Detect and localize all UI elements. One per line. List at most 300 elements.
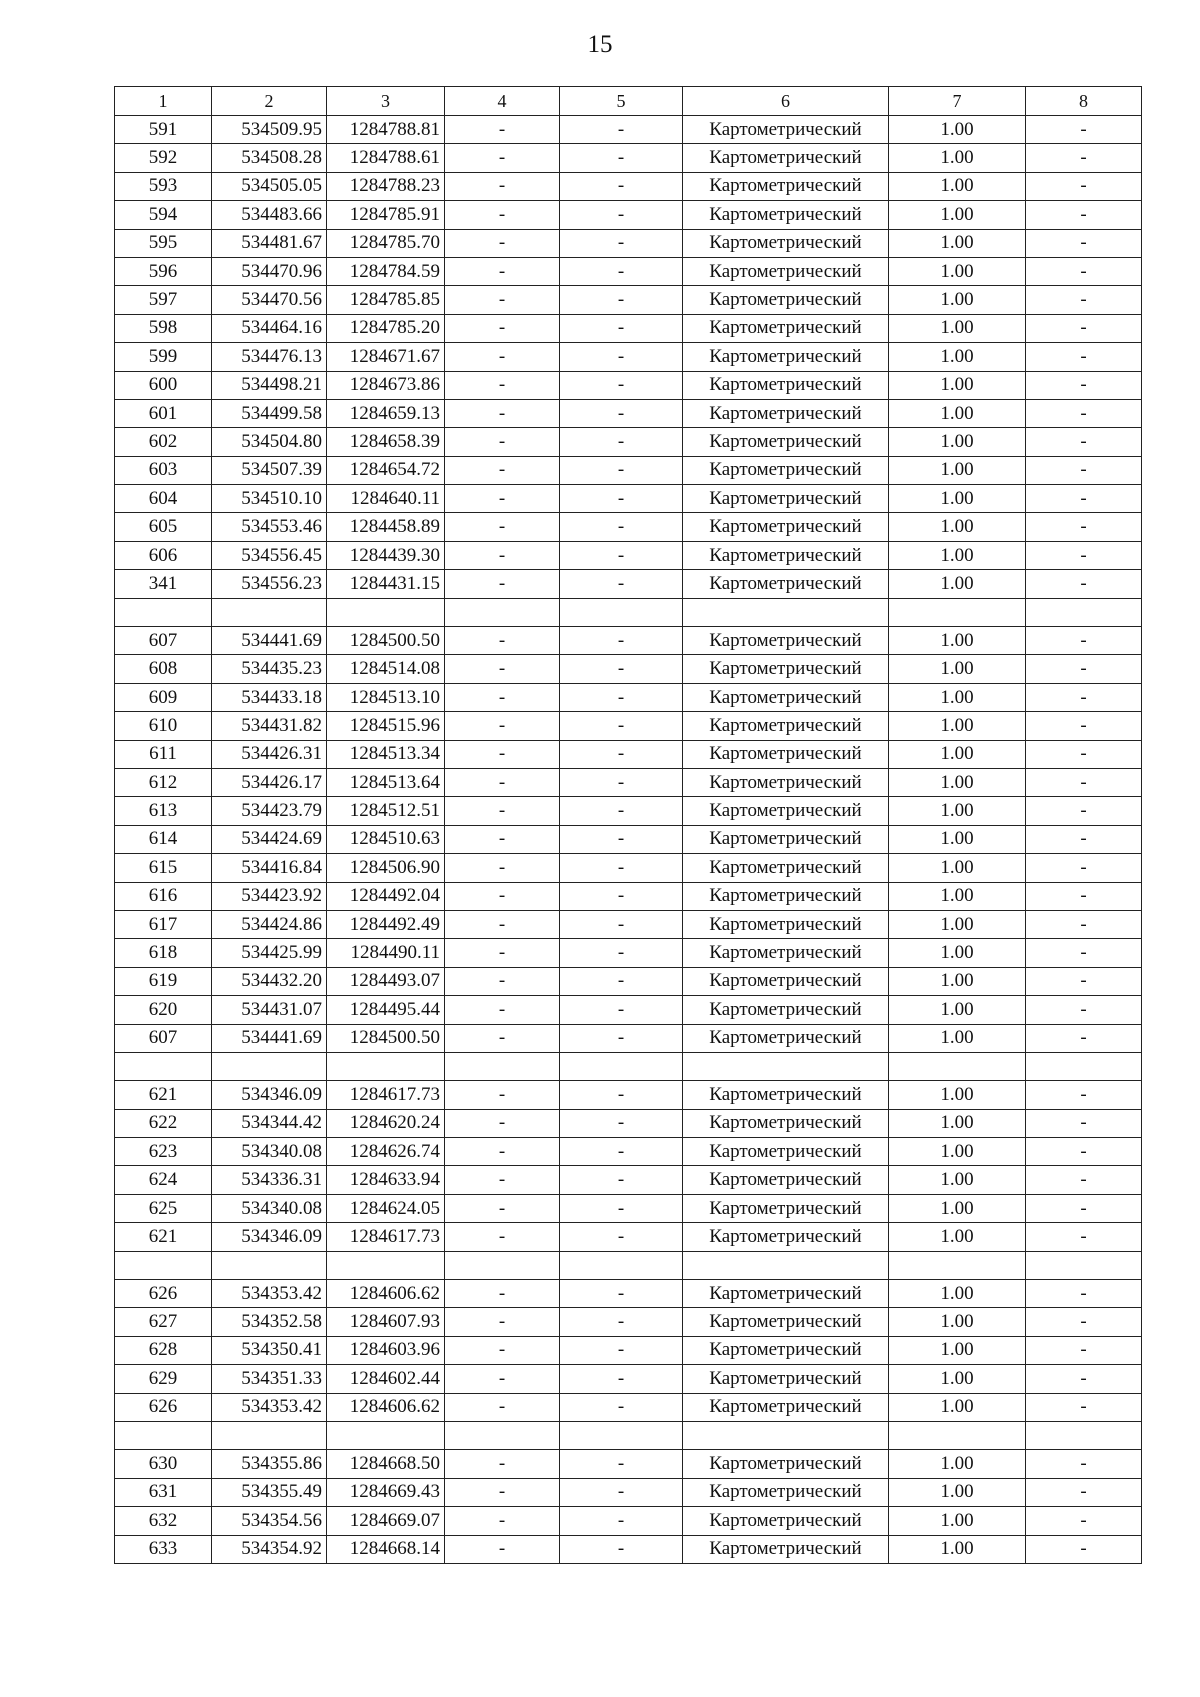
method-cell: Картометрический [683, 570, 889, 598]
point-number-cell: 622 [115, 1109, 212, 1137]
col-4-cell [445, 1421, 560, 1449]
method-cell: Картометрический [683, 1393, 889, 1421]
table-row [115, 1308, 1142, 1336]
method-cell: Картометрический [683, 1194, 889, 1222]
x-coordinate-cell: 534355.86 [212, 1450, 327, 1478]
point-number-cell: 593 [115, 172, 212, 200]
x-coordinate-cell [212, 1052, 327, 1080]
table-row [115, 570, 1142, 598]
table-row [115, 655, 1142, 683]
point-number-cell: 631 [115, 1478, 212, 1506]
point-number-cell: 600 [115, 371, 212, 399]
point-number-cell: 618 [115, 939, 212, 967]
point-number-cell: 605 [115, 513, 212, 541]
method-cell: Картометрический [683, 144, 889, 172]
point-number-cell: 611 [115, 740, 212, 768]
col-5-cell: - [560, 1450, 683, 1478]
x-coordinate-cell: 534476.13 [212, 343, 327, 371]
y-coordinate-cell: 1284624.05 [327, 1194, 445, 1222]
col-5-cell: - [560, 627, 683, 655]
col-8-cell: - [1026, 1280, 1142, 1308]
col-8-cell: - [1026, 1393, 1142, 1421]
method-cell: Картометрический [683, 1478, 889, 1506]
col-4-cell: - [445, 1138, 560, 1166]
col-4-cell: - [445, 399, 560, 427]
col-4-cell: - [445, 1081, 560, 1109]
table-row [115, 939, 1142, 967]
point-number-cell: 607 [115, 627, 212, 655]
y-coordinate-cell: 1284495.44 [327, 996, 445, 1024]
x-coordinate-cell: 534353.42 [212, 1280, 327, 1308]
method-cell: Картометрический [683, 1138, 889, 1166]
accuracy-cell [889, 1421, 1026, 1449]
point-number-cell: 599 [115, 343, 212, 371]
y-coordinate-cell: 1284603.96 [327, 1336, 445, 1364]
table-row [115, 1365, 1142, 1393]
col-5-cell [560, 1052, 683, 1080]
table-row [115, 1109, 1142, 1137]
x-coordinate-cell: 534431.82 [212, 712, 327, 740]
col-8-cell: - [1026, 513, 1142, 541]
table-row [115, 683, 1142, 711]
separator-row [115, 1251, 1142, 1279]
accuracy-cell: 1.00 [889, 1223, 1026, 1251]
method-cell: Картометрический [683, 797, 889, 825]
method-cell: Картометрический [683, 627, 889, 655]
y-coordinate-cell: 1284500.50 [327, 627, 445, 655]
col-5-cell: - [560, 967, 683, 995]
col-5-cell: - [560, 683, 683, 711]
y-coordinate-cell: 1284785.91 [327, 201, 445, 229]
y-coordinate-cell: 1284513.10 [327, 683, 445, 711]
method-cell: Картометрический [683, 286, 889, 314]
method-cell: Картометрический [683, 1109, 889, 1137]
table-row [115, 485, 1142, 513]
table-row [115, 399, 1142, 427]
method-cell: Картометрический [683, 229, 889, 257]
col-4-cell: - [445, 1450, 560, 1478]
col-4-cell: - [445, 1024, 560, 1052]
point-number-cell: 623 [115, 1138, 212, 1166]
col-4-cell: - [445, 144, 560, 172]
point-number-cell: 616 [115, 882, 212, 910]
col-4-cell: - [445, 1365, 560, 1393]
col-8-cell: - [1026, 939, 1142, 967]
col-4-cell: - [445, 797, 560, 825]
x-coordinate-cell: 534351.33 [212, 1365, 327, 1393]
x-coordinate-cell: 534340.08 [212, 1138, 327, 1166]
column-header-4: 4 [445, 87, 560, 116]
method-cell: Картометрический [683, 116, 889, 144]
col-5-cell: - [560, 1194, 683, 1222]
method-cell: Картометрический [683, 428, 889, 456]
table-row [115, 1535, 1142, 1563]
accuracy-cell: 1.00 [889, 513, 1026, 541]
col-8-cell: - [1026, 399, 1142, 427]
method-cell: Картометрический [683, 655, 889, 683]
accuracy-cell: 1.00 [889, 1393, 1026, 1421]
col-8-cell: - [1026, 627, 1142, 655]
method-cell: Картометрический [683, 939, 889, 967]
method-cell: Картометрический [683, 768, 889, 796]
accuracy-cell: 1.00 [889, 428, 1026, 456]
col-4-cell: - [445, 683, 560, 711]
accuracy-cell: 1.00 [889, 314, 1026, 342]
point-number-cell: 606 [115, 541, 212, 569]
x-coordinate-cell: 534510.10 [212, 485, 327, 513]
point-number-cell: 596 [115, 257, 212, 285]
col-5-cell: - [560, 939, 683, 967]
coordinates-table [114, 86, 1142, 1564]
col-4-cell: - [445, 116, 560, 144]
col-8-cell: - [1026, 712, 1142, 740]
y-coordinate-cell: 1284500.50 [327, 1024, 445, 1052]
col-4-cell: - [445, 456, 560, 484]
col-4-cell: - [445, 541, 560, 569]
y-coordinate-cell: 1284492.49 [327, 910, 445, 938]
accuracy-cell: 1.00 [889, 1194, 1026, 1222]
col-8-cell: - [1026, 257, 1142, 285]
x-coordinate-cell [212, 598, 327, 626]
col-4-cell: - [445, 1194, 560, 1222]
col-4-cell: - [445, 1393, 560, 1421]
col-8-cell: - [1026, 570, 1142, 598]
col-8-cell: - [1026, 1336, 1142, 1364]
col-4-cell: - [445, 1109, 560, 1137]
col-5-cell: - [560, 541, 683, 569]
accuracy-cell: 1.00 [889, 371, 1026, 399]
col-8-cell: - [1026, 768, 1142, 796]
table-row [115, 286, 1142, 314]
y-coordinate-cell: 1284490.11 [327, 939, 445, 967]
table-row [115, 314, 1142, 342]
y-coordinate-cell: 1284510.63 [327, 825, 445, 853]
point-number-cell [115, 598, 212, 626]
table-row [115, 882, 1142, 910]
col-5-cell: - [560, 1336, 683, 1364]
x-coordinate-cell: 534504.80 [212, 428, 327, 456]
col-4-cell: - [445, 939, 560, 967]
y-coordinate-cell: 1284788.23 [327, 172, 445, 200]
col-5-cell: - [560, 144, 683, 172]
col-8-cell: - [1026, 854, 1142, 882]
accuracy-cell: 1.00 [889, 1336, 1026, 1364]
separator-row [115, 1421, 1142, 1449]
method-cell: Картометрический [683, 314, 889, 342]
col-5-cell: - [560, 1138, 683, 1166]
accuracy-cell: 1.00 [889, 257, 1026, 285]
table-row [115, 1336, 1142, 1364]
column-header-2: 2 [212, 87, 327, 116]
y-coordinate-cell: 1284606.62 [327, 1393, 445, 1421]
y-coordinate-cell: 1284640.11 [327, 485, 445, 513]
accuracy-cell: 1.00 [889, 768, 1026, 796]
point-number-cell: 341 [115, 570, 212, 598]
point-number-cell: 608 [115, 655, 212, 683]
accuracy-cell: 1.00 [889, 116, 1026, 144]
col-4-cell: - [445, 996, 560, 1024]
x-coordinate-cell: 534432.20 [212, 967, 327, 995]
col-8-cell: - [1026, 541, 1142, 569]
point-number-cell: 595 [115, 229, 212, 257]
method-cell: Картометрический [683, 1365, 889, 1393]
col-5-cell: - [560, 1393, 683, 1421]
y-coordinate-cell: 1284668.14 [327, 1535, 445, 1563]
y-coordinate-cell: 1284668.50 [327, 1450, 445, 1478]
y-coordinate-cell: 1284439.30 [327, 541, 445, 569]
accuracy-cell [889, 1251, 1026, 1279]
col-4-cell [445, 598, 560, 626]
method-cell: Картометрический [683, 1081, 889, 1109]
col-4-cell: - [445, 343, 560, 371]
col-5-cell: - [560, 229, 683, 257]
accuracy-cell: 1.00 [889, 286, 1026, 314]
x-coordinate-cell: 534350.41 [212, 1336, 327, 1364]
point-number-cell: 592 [115, 144, 212, 172]
col-5-cell: - [560, 1166, 683, 1194]
col-5-cell [560, 598, 683, 626]
table-row [115, 967, 1142, 995]
point-number-cell: 610 [115, 712, 212, 740]
method-cell: Картометрический [683, 456, 889, 484]
table-row [115, 1450, 1142, 1478]
point-number-cell: 598 [115, 314, 212, 342]
point-number-cell: 613 [115, 797, 212, 825]
col-8-cell: - [1026, 1450, 1142, 1478]
table-row [115, 428, 1142, 456]
col-4-cell: - [445, 371, 560, 399]
col-4-cell: - [445, 910, 560, 938]
col-4-cell: - [445, 1507, 560, 1535]
accuracy-cell: 1.00 [889, 1024, 1026, 1052]
point-number-cell: 632 [115, 1507, 212, 1535]
column-header-5: 5 [560, 87, 683, 116]
col-4-cell: - [445, 740, 560, 768]
x-coordinate-cell: 534433.18 [212, 683, 327, 711]
accuracy-cell: 1.00 [889, 825, 1026, 853]
y-coordinate-cell: 1284785.20 [327, 314, 445, 342]
y-coordinate-cell [327, 598, 445, 626]
col-5-cell: - [560, 797, 683, 825]
table-row [115, 627, 1142, 655]
col-4-cell: - [445, 428, 560, 456]
x-coordinate-cell: 534353.42 [212, 1393, 327, 1421]
table-row [115, 996, 1142, 1024]
col-8-cell: - [1026, 655, 1142, 683]
point-number-cell: 591 [115, 116, 212, 144]
point-number-cell [115, 1421, 212, 1449]
col-4-cell: - [445, 314, 560, 342]
accuracy-cell: 1.00 [889, 1166, 1026, 1194]
y-coordinate-cell: 1284669.07 [327, 1507, 445, 1535]
col-8-cell: - [1026, 116, 1142, 144]
y-coordinate-cell [327, 1421, 445, 1449]
col-5-cell: - [560, 570, 683, 598]
y-coordinate-cell: 1284606.62 [327, 1280, 445, 1308]
accuracy-cell: 1.00 [889, 1507, 1026, 1535]
col-5-cell: - [560, 257, 683, 285]
col-5-cell: - [560, 854, 683, 882]
accuracy-cell: 1.00 [889, 201, 1026, 229]
point-number-cell: 625 [115, 1194, 212, 1222]
x-coordinate-cell: 534425.99 [212, 939, 327, 967]
y-coordinate-cell: 1284626.74 [327, 1138, 445, 1166]
table-row [115, 144, 1142, 172]
col-5-cell: - [560, 655, 683, 683]
method-cell: Картометрический [683, 740, 889, 768]
col-8-cell: - [1026, 485, 1142, 513]
method-cell: Картометрический [683, 1535, 889, 1563]
col-4-cell: - [445, 1280, 560, 1308]
accuracy-cell: 1.00 [889, 541, 1026, 569]
method-cell: Картометрический [683, 1308, 889, 1336]
col-5-cell [560, 1251, 683, 1279]
method-cell: Картометрический [683, 201, 889, 229]
x-coordinate-cell: 534556.45 [212, 541, 327, 569]
table-row [115, 1478, 1142, 1506]
table-row [115, 116, 1142, 144]
col-8-cell: - [1026, 456, 1142, 484]
col-5-cell: - [560, 1507, 683, 1535]
col-5-cell [560, 1421, 683, 1449]
method-cell: Картометрический [683, 712, 889, 740]
col-8-cell: - [1026, 797, 1142, 825]
table-row [115, 768, 1142, 796]
y-coordinate-cell: 1284513.64 [327, 768, 445, 796]
col-5-cell: - [560, 740, 683, 768]
table-row [115, 1223, 1142, 1251]
y-coordinate-cell: 1284633.94 [327, 1166, 445, 1194]
col-4-cell: - [445, 1478, 560, 1506]
x-coordinate-cell: 534346.09 [212, 1081, 327, 1109]
table-row [115, 172, 1142, 200]
method-cell: Картометрический [683, 996, 889, 1024]
col-8-cell: - [1026, 882, 1142, 910]
method-cell: Картометрический [683, 513, 889, 541]
table-row [115, 1280, 1142, 1308]
col-5-cell: - [560, 768, 683, 796]
col-5-cell: - [560, 314, 683, 342]
x-coordinate-cell: 534423.79 [212, 797, 327, 825]
col-8-cell: - [1026, 144, 1142, 172]
y-coordinate-cell [327, 1052, 445, 1080]
y-coordinate-cell: 1284617.73 [327, 1223, 445, 1251]
column-header-7: 7 [889, 87, 1026, 116]
accuracy-cell: 1.00 [889, 996, 1026, 1024]
x-coordinate-cell: 534441.69 [212, 627, 327, 655]
accuracy-cell: 1.00 [889, 229, 1026, 257]
col-5-cell: - [560, 1081, 683, 1109]
y-coordinate-cell: 1284506.90 [327, 854, 445, 882]
point-number-cell: 633 [115, 1535, 212, 1563]
table-row [115, 257, 1142, 285]
accuracy-cell: 1.00 [889, 882, 1026, 910]
accuracy-cell: 1.00 [889, 172, 1026, 200]
point-number-cell: 594 [115, 201, 212, 229]
x-coordinate-cell [212, 1251, 327, 1279]
method-cell: Картометрический [683, 172, 889, 200]
point-number-cell: 602 [115, 428, 212, 456]
col-5-cell: - [560, 1223, 683, 1251]
col-5-cell: - [560, 513, 683, 541]
method-cell [683, 598, 889, 626]
col-8-cell: - [1026, 201, 1142, 229]
y-coordinate-cell: 1284654.72 [327, 456, 445, 484]
table-row [115, 1166, 1142, 1194]
col-4-cell: - [445, 854, 560, 882]
accuracy-cell: 1.00 [889, 655, 1026, 683]
table-row [115, 1507, 1142, 1535]
column-header-3: 3 [327, 87, 445, 116]
page-number: 15 [587, 31, 613, 58]
x-coordinate-cell: 534336.31 [212, 1166, 327, 1194]
point-number-cell: 597 [115, 286, 212, 314]
col-8-cell: - [1026, 1166, 1142, 1194]
col-5-cell: - [560, 910, 683, 938]
col-5-cell: - [560, 1535, 683, 1563]
method-cell: Картометрический [683, 1450, 889, 1478]
table-row [115, 513, 1142, 541]
table-row [115, 1024, 1142, 1052]
y-coordinate-cell: 1284492.04 [327, 882, 445, 910]
x-coordinate-cell: 534508.28 [212, 144, 327, 172]
method-cell: Картометрический [683, 825, 889, 853]
point-number-cell [115, 1052, 212, 1080]
col-5-cell: - [560, 1109, 683, 1137]
x-coordinate-cell: 534553.46 [212, 513, 327, 541]
col-4-cell: - [445, 655, 560, 683]
method-cell: Картометрический [683, 399, 889, 427]
table-body [115, 87, 1142, 1564]
col-8-cell [1026, 1251, 1142, 1279]
method-cell: Картометрический [683, 541, 889, 569]
method-cell: Картометрический [683, 485, 889, 513]
accuracy-cell [889, 598, 1026, 626]
table-row [115, 201, 1142, 229]
x-coordinate-cell: 534483.66 [212, 201, 327, 229]
col-8-cell [1026, 598, 1142, 626]
col-8-cell: - [1026, 683, 1142, 711]
x-coordinate-cell: 534355.49 [212, 1478, 327, 1506]
accuracy-cell: 1.00 [889, 343, 1026, 371]
x-coordinate-cell: 534435.23 [212, 655, 327, 683]
method-cell: Картометрический [683, 343, 889, 371]
col-4-cell: - [445, 286, 560, 314]
method-cell [683, 1251, 889, 1279]
col-5-cell: - [560, 428, 683, 456]
table-row [115, 854, 1142, 882]
y-coordinate-cell: 1284514.08 [327, 655, 445, 683]
col-4-cell: - [445, 825, 560, 853]
col-8-cell: - [1026, 740, 1142, 768]
x-coordinate-cell: 534340.08 [212, 1194, 327, 1222]
col-8-cell: - [1026, 825, 1142, 853]
accuracy-cell: 1.00 [889, 399, 1026, 427]
col-8-cell: - [1026, 1081, 1142, 1109]
col-5-cell: - [560, 882, 683, 910]
point-number-cell: 615 [115, 854, 212, 882]
table-row [115, 1081, 1142, 1109]
accuracy-cell: 1.00 [889, 740, 1026, 768]
table-row [115, 825, 1142, 853]
point-number-cell [115, 1251, 212, 1279]
table-row [115, 229, 1142, 257]
point-number-cell: 626 [115, 1393, 212, 1421]
col-8-cell: - [1026, 428, 1142, 456]
y-coordinate-cell: 1284617.73 [327, 1081, 445, 1109]
table-row [115, 456, 1142, 484]
x-coordinate-cell [212, 1421, 327, 1449]
